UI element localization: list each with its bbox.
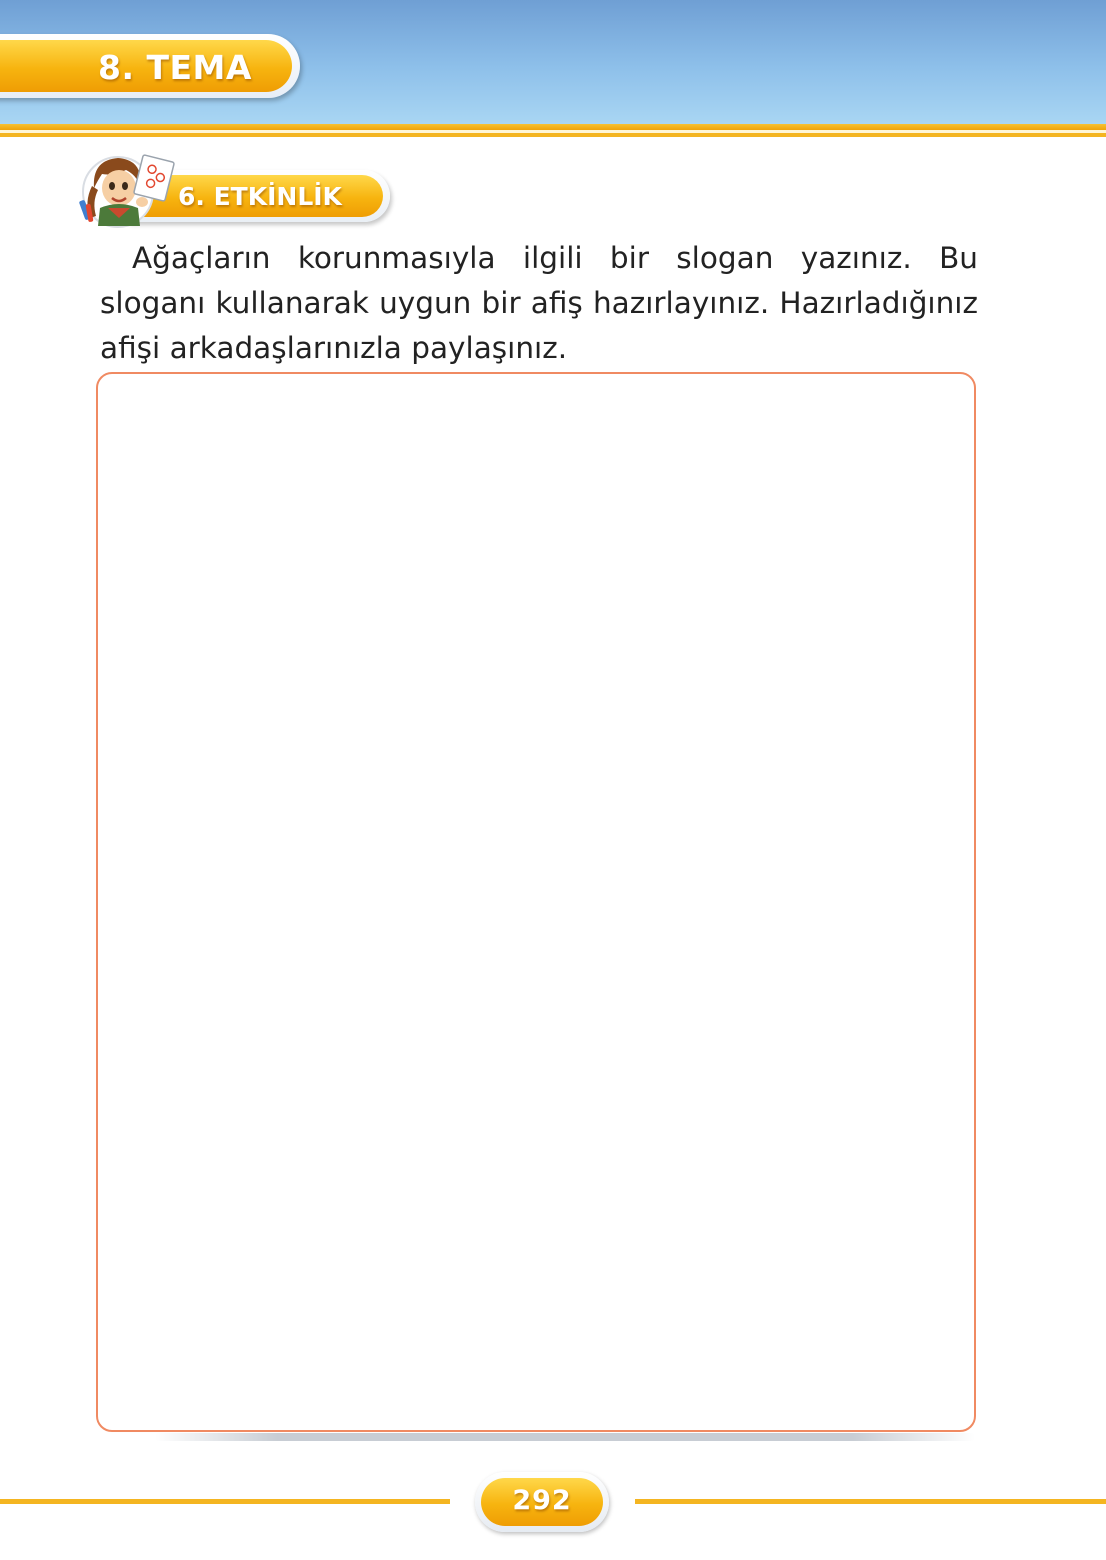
footer-rule-right	[635, 1499, 1106, 1504]
activity-label: 6. ETKİNLİK	[178, 182, 342, 211]
activity-instruction: Ağaçların korunmasıyla ilgili bir slogan yazınız. Bu sloganı kullanarak uygun bir afiş hazırlayınız. Hazırladığınız afişi arkadaşlarınızla paylaşınız.	[100, 241, 978, 365]
page-number: 292	[512, 1485, 572, 1516]
footer-rule-left	[0, 1499, 450, 1504]
theme-label: 8. TEMA	[98, 48, 252, 87]
theme-badge-fill	[0, 40, 292, 92]
page-number-badge	[475, 1472, 609, 1532]
header-rule-secondary	[0, 133, 1106, 137]
girl-with-paper-icon	[74, 146, 178, 230]
theme-badge	[0, 34, 300, 98]
page-number-badge-fill	[481, 1478, 603, 1526]
drawing-area-shadow	[155, 1433, 975, 1441]
poster-drawing-area[interactable]	[96, 372, 976, 1432]
